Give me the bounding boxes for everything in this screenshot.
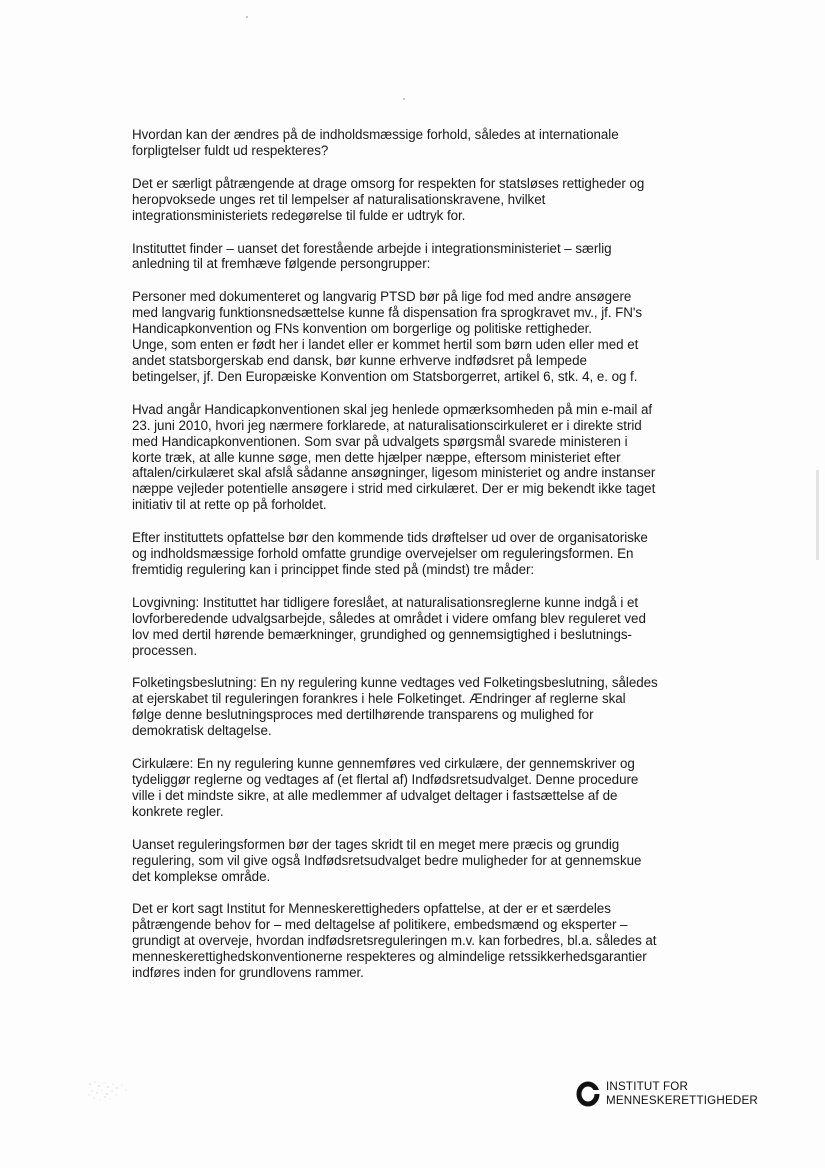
paragraph-handicap-convention: Hvad angår Handicapkonventionen skal jeg henlede opmærksomheden på min e-mail af 23. juni 2010, hvori jeg nærmere forklarede, at naturalisationscirkuleret er i direkte strid med Handicapkonventionen. Som svar på udvalgets spørgsmål svarede ministeren i korte træk, at alle kunne søge, men dette hjælper næppe, eftersom ministeriet efter aftalen/cirkulæret skal afslå sådanne ansøgninger, ligesom ministeriet og andre instanser næppe vejleder potentielle ansøgere i strid med cirkulæret. Der er mig bekendt ikke taget initiativ til at rette op på forholdet. — [132, 401, 656, 513]
institute-logo — [576, 1080, 758, 1108]
logo-line-1: INSTITUT FOR — [606, 1080, 689, 1093]
ring-logo-icon — [576, 1081, 600, 1107]
paragraph-stateless-rights: Det er særligt påtrængende at drage omsorg for respekten for statsløses rettigheder og heropvoksede unges ret til lempelser af naturalisationskravene, hvilket integrationsministeriets redegørelse til fulde er udtryk for. — [132, 175, 645, 223]
logo-wordmark — [606, 1080, 758, 1108]
scan-noise — [86, 1078, 132, 1104]
paragraph-question: Hvordan kan der ændres på de indholdsmæssige forhold, således at internationale forpligtelser fuldt ud respekteres? — [132, 127, 619, 158]
scan-mark — [403, 98, 405, 100]
scan-mark — [246, 16, 248, 18]
letter-body — [132, 127, 680, 998]
scan-mark — [816, 470, 819, 560]
paragraph-parliament-decision: Folketingsbeslutning: En ny regulering kunne vedtages ved Folketingsbeslutning, således at ejerskabet til reguleringen forankres i hele Folketinget. Ændringer af reglerne skal følge denne beslutningsproces med dertilhørende transparens og mulighed for demokratisk deltagelse. — [132, 675, 658, 739]
paragraph-person-groups: Personer med dokumenteret og langvarig PTSD bør på lige fod med andre ansøgere med langvarig funktionsnedsættelse kunne få dispensation fra sprogkravet mv., jf. FN's Handicapkonvention og FNs konvention om borgerlige og politiske rettigheder. Unge, som enten er født her i landet eller er kommet hertil som børn uden eller med et andet statsborgerskab end dansk, bør kunne erhverve indfødsret på lempede betingelser, jf. Den Europæiske Konvention om Statsborgerret, artikel 6, stk. 4, e. og f. — [132, 289, 643, 384]
paragraph-institute-finds: Instituttet finder – uanset det forestående arbejde i integrationsministeriet – særlig anledning til at fremhæve følgende persongrupper: — [132, 240, 612, 272]
paragraph-circular: Cirkulære: En ny regulering kunne gennemføres ved cirkulære, der gennemskriver og tydeliggør reglerne og vedtages af (et flertal af) Indfødsretsudvalget. Denne procedure ville i det mindste sikre, at alle medlemmer af udvalget deltager i fastsættelse af de konkrete regler. — [132, 756, 639, 819]
paragraph-conclusion: Det er kort sagt Institut for Menneskerettigheders opfattelse, at der er et særdeles påtrængende behov for – med deltagelse af politikere, embedsmænd og eksperter – grundigt at overveje, hvordan indfødsretsreguleringen m.v. kan forbedres, bl.a. således at menneskerettighedskonventionerne respekteres og almindelige retssikkerhedsgarantier indføres inden for grundlovens rammer. — [132, 901, 657, 981]
paragraph-regulation-form: Efter instituttets opfattelse bør den kommende tids drøftelser ud over de organisatoriske og indholdsmæssige forhold omfatte grundige overvejelser om reguleringsformen. En fremtidig regulering kan i princippet finde sted på (mindst) tre måder: — [132, 530, 648, 577]
paragraph-regardless: Uanset reguleringsformen bør der tages skridt til en meget mere præcis og grundig regulering, som vil give også Indfødsretsudvalget bedre muligheder for at gennemskue det komplekse område. — [132, 836, 642, 884]
logo-line-2: MENNESKERETTIGHEDER — [606, 1094, 758, 1107]
paragraph-legislation: Lovgivning: Instituttet har tidligere foreslået, at naturalisationsreglerne kunne indgå i et lovforberedende udvalgsarbejde, således at området i videre omfang blev reguleret ved lov med dertil hørende bemærkninger, grundighed og gennemsigtighed i beslutnings- processen. — [132, 594, 646, 658]
